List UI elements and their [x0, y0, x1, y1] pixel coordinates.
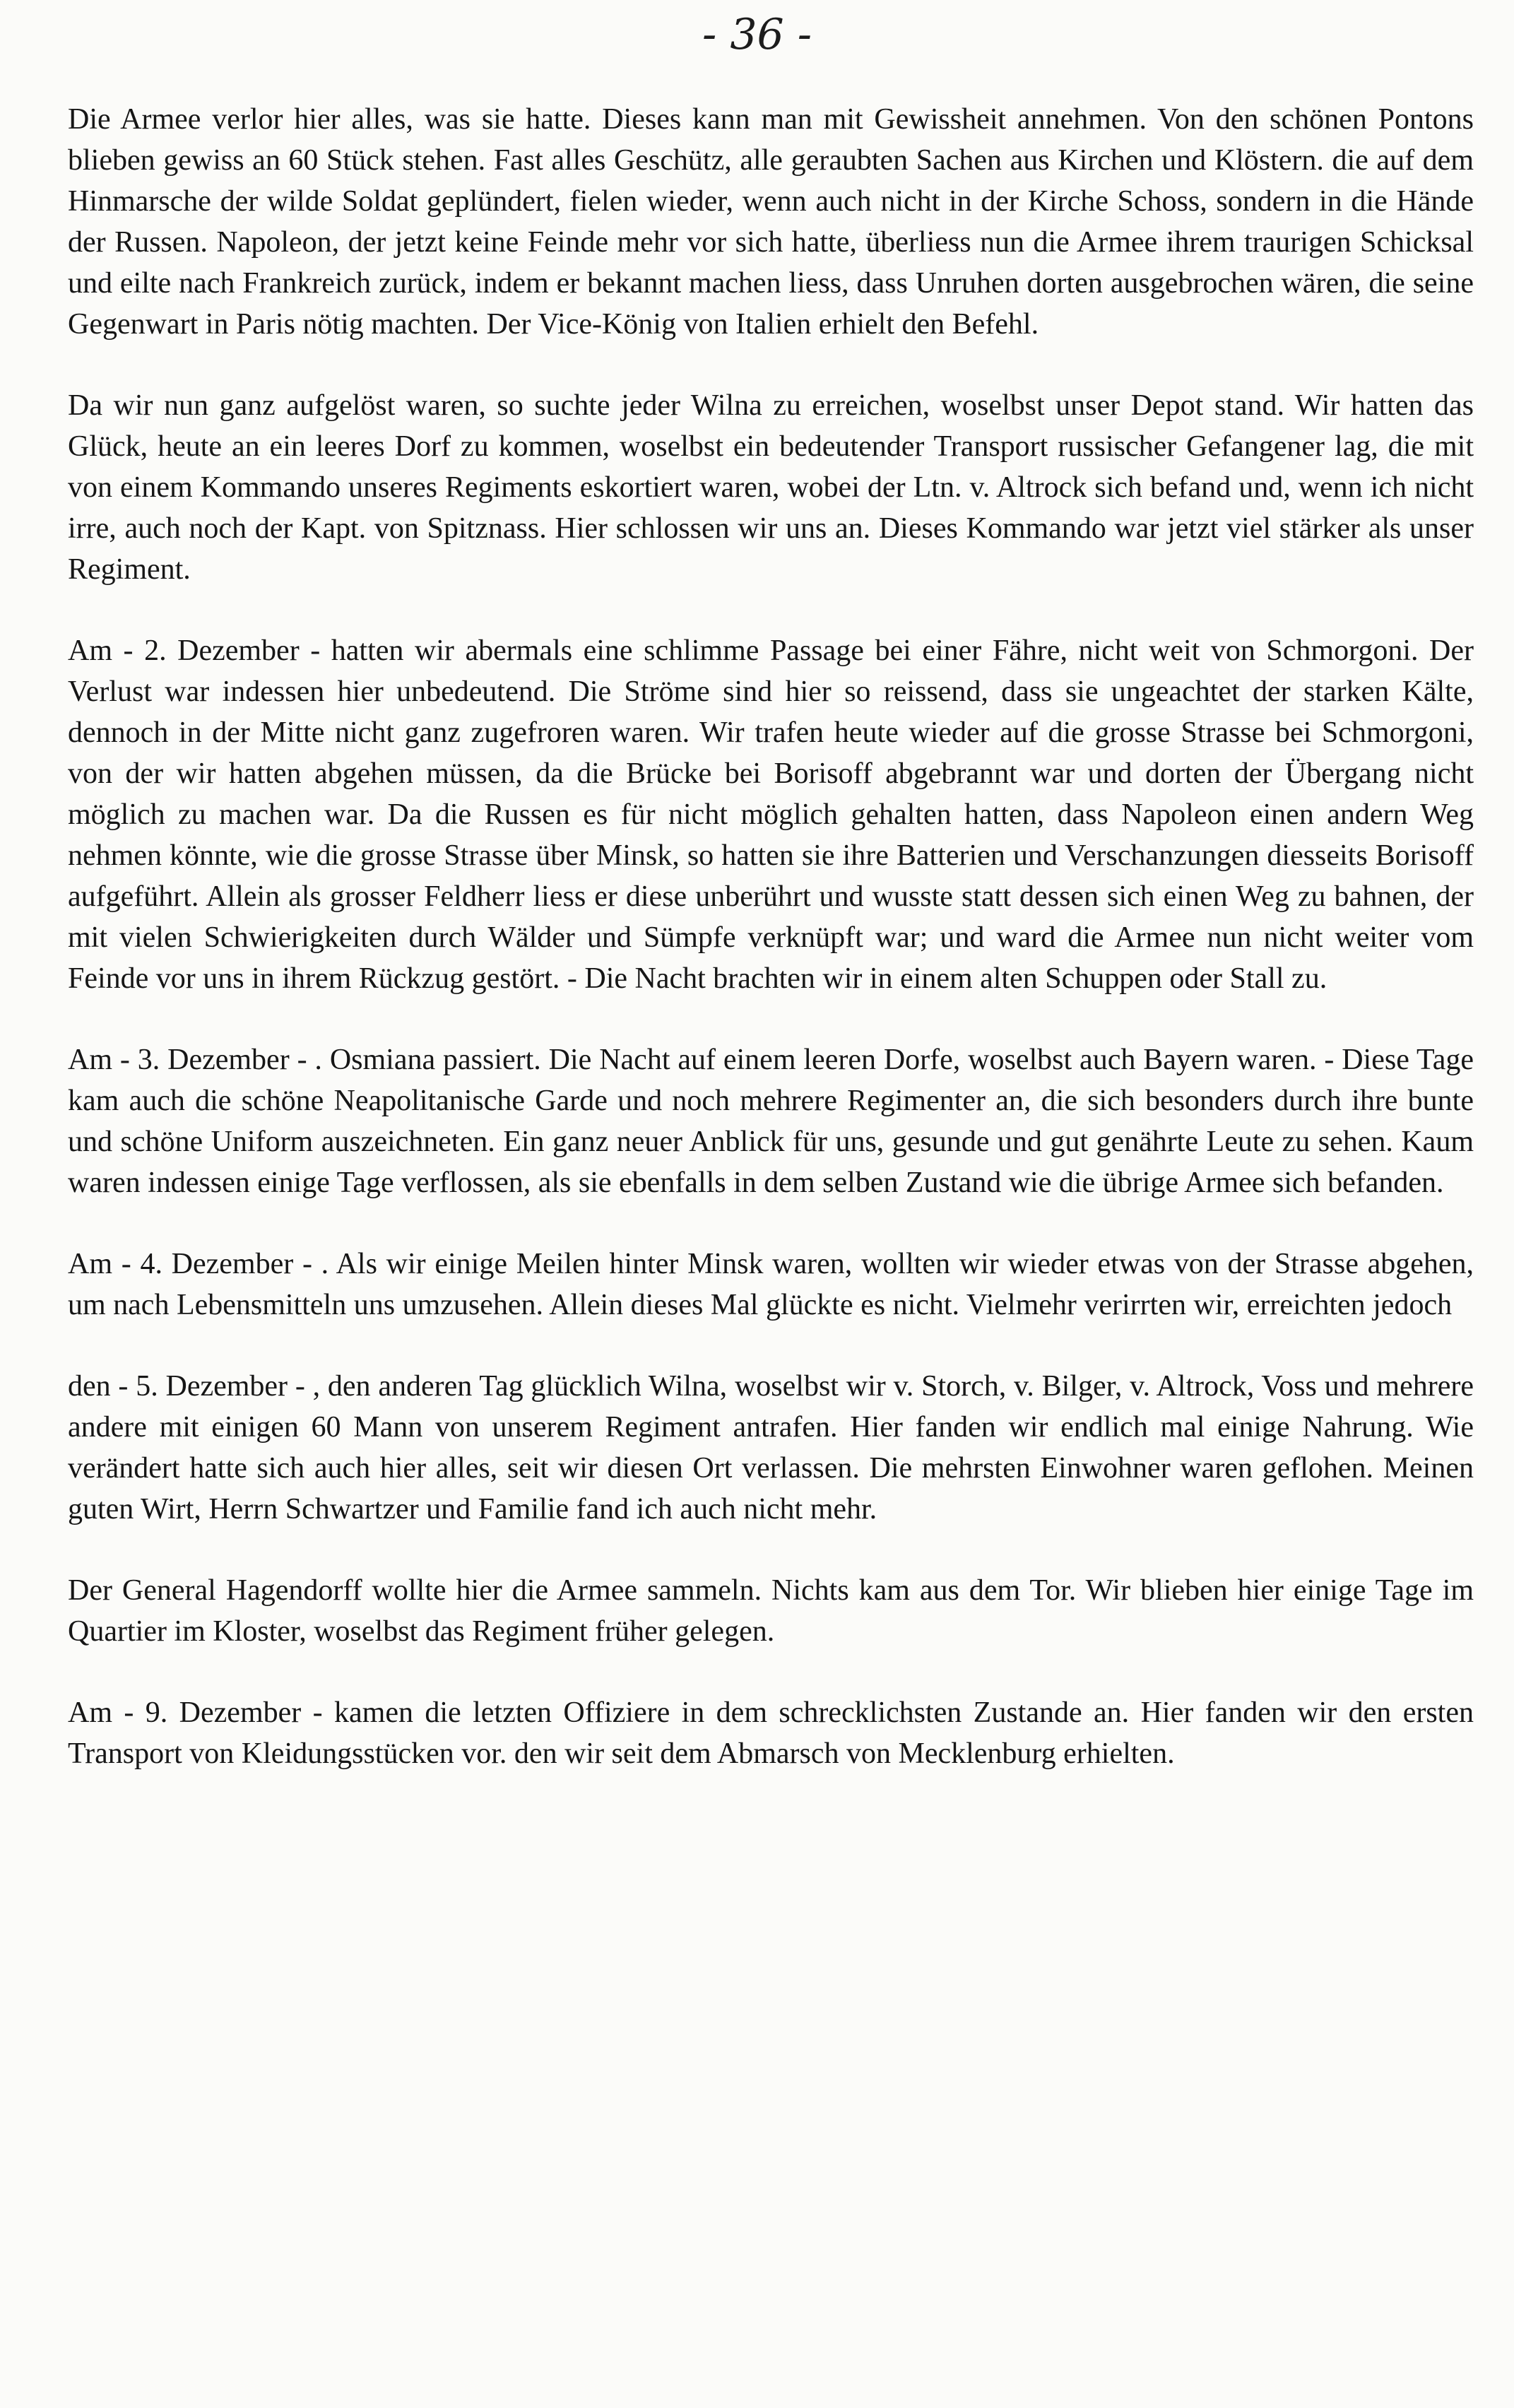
page-number: - 36 - — [702, 10, 812, 59]
paragraph-aufgeloest: Da wir nun ganz aufgelöst waren, so suchte jeder Wilna zu erreichen, woselbst unser Depot stand. Wir hatten das Glück, heute an ein leeres Dorf zu kommen, woselbst ein bedeutender Transport russischer Gefangener lag, die mit von einem Kommando unseres Regiments eskortiert waren, wobei der Ltn. v. Altrock sich befand und, wenn ich nicht irre, auch noch der Kapt. von Spitznass. Hier schlossen wir uns an. Dieses Kommando war jetzt viel stärker als unser Regiment. — [68, 389, 1474, 586]
body-text — [68, 99, 1474, 1814]
paragraph-9-dezember: Am - 9. Dezember - kamen die letzten Offiziere in dem schrecklichsten Zustande an. Hier fanden wir den ersten Transport von Kleidungsstücken vor. den wir seit dem Abmarsch von Mecklenburg erhielten. — [68, 1696, 1474, 1770]
paragraph-hagendorff: Der General Hagendorff wollte hier die Armee sammeln. Nichts kam aus dem Tor. Wir blieben hier einige Tage im Quartier im Kloster, woselbst das Regiment früher gelegen. — [68, 1574, 1474, 1648]
paragraph-5-dezember: den - 5. Dezember - , den anderen Tag glücklich Wilna, woselbst wir v. Storch, v. Bilger, v. Altrock, Voss und mehrere andere mit einigen 60 Mann von unserem Regiment antrafen. Hier fanden wir endlich mal einige Nahrung. Wie verändert hatte sich auch hier alles, seit wir diesen Ort verlassen. Die mehrsten Einwohner waren geflohen. Meinen guten Wirt, Herrn Schwartzer und Familie fand ich auch nicht mehr. — [68, 1370, 1474, 1525]
paragraph-4-dezember: Am - 4. Dezember - . Als wir einige Meilen hinter Minsk waren, wollten wir wieder etwas von der Strasse abgehen, um nach Lebensmitteln uns umzusehen. Allein dieses Mal glückte es nicht. Vielmehr verirrten wir, erreichten jedoch — [68, 1248, 1474, 1321]
paragraph-2-dezember: Am - 2. Dezember - hatten wir abermals eine schlimme Passage bei einer Fähre, nicht weit von Schmorgoni. Der Verlust war indessen hier unbedeutend. Die Ströme sind hier so reissend, dass sie ungeachtet der starken Kälte, dennoch in der Mitte nicht ganz zugefroren waren. Wir trafen heute wieder auf die grosse Strasse bei Schmorgoni, von der wir hatten abgehen müssen, da die Brücke bei Borisoff abgebrannt war und dorten der Übergang nicht möglich zu machen war. Da die Russen es für nicht möglich gehalten hatten, dass Napoleon einen andern Weg nehmen könnte, wie die grosse Strasse über Minsk, so hatten sie ihre Batterien und Verschanzungen diesseits Borisoff aufgeführt. Allein als grosser Feldherr liess er diese unberührt und wusste statt dessen sich einen Weg zu bahnen, der mit vielen Schwierigkeiten durch Wälder und Sümpfe verknüpft war; und ward die Armee nun nicht weiter vom Feinde vor uns in ihrem Rückzug gestört. - Die Nacht brachten wir in einem alten Schuppen oder Stall zu. — [68, 635, 1474, 995]
paragraph-3-dezember: Am - 3. Dezember - . Osmiana passiert. Die Nacht auf einem leeren Dorfe, woselbst auch Bayern waren. - Diese Tage kam auch die schöne Neapolitanische Garde und noch mehrere Regimenter an, die sich besonders durch ihre bunte und schöne Uniform auszeichneten. Ein ganz neuer Anblick für uns, gesunde und gut genährte Leute zu sehen. Kaum waren indessen einige Tage verflossen, als sie ebenfalls in dem selben Zustand wie die übrige Armee sich befanden. — [68, 1044, 1474, 1199]
paragraph-armee-verlor: Die Armee verlor hier alles, was sie hatte. Dieses kann man mit Gewissheit annehmen. Von den schönen Pontons blieben gewiss an 60 Stück stehen. Fast alles Geschütz, alle geraubten Sachen aus Kirchen und Klöstern. die auf dem Hinmarsche der wilde Soldat geplündert, fielen wieder, wenn auch nicht in der Kirche Schoss, sondern in die Hände der Russen. Napoleon, der jetzt keine Feinde mehr vor sich hatte, überliess nun die Armee ihrem traurigen Schicksal und eilte nach Frankreich zurück, indem er bekannt machen liess, dass Unruhen dorten ausgebrochen wären, die seine Gegenwart in Paris nötig machten. Der Vice-König von Italien erhielt den Befehl. — [68, 103, 1474, 341]
